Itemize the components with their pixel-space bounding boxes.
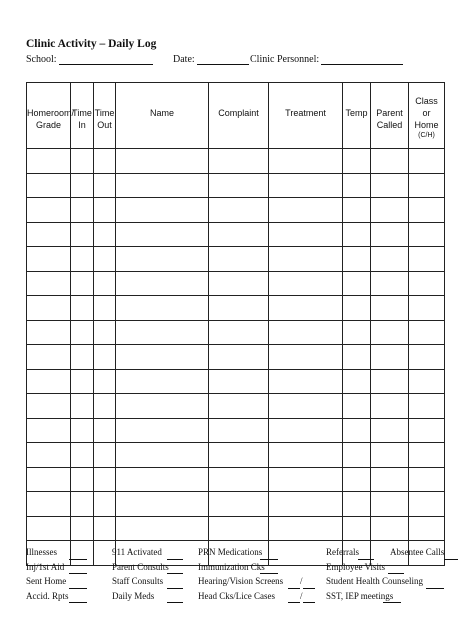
tally-blank[interactable] bbox=[303, 593, 315, 603]
tally-blank[interactable] bbox=[69, 593, 87, 603]
legend-item bbox=[198, 560, 315, 575]
table-cell[interactable] bbox=[343, 467, 371, 492]
table-row bbox=[27, 296, 445, 321]
legend-label: Referrals bbox=[326, 547, 359, 557]
tally-blank[interactable] bbox=[69, 564, 87, 574]
column-header-line: Homeroom/ bbox=[27, 108, 75, 118]
table-cell[interactable] bbox=[343, 369, 371, 394]
table-cell[interactable] bbox=[409, 467, 445, 492]
table-cell[interactable] bbox=[116, 222, 209, 247]
table-cell[interactable] bbox=[116, 173, 209, 198]
table-cell[interactable] bbox=[409, 296, 445, 321]
table-cell[interactable] bbox=[94, 247, 116, 272]
table-cell[interactable] bbox=[269, 198, 343, 223]
table-cell[interactable] bbox=[27, 247, 71, 272]
tally-blank[interactable] bbox=[444, 550, 458, 560]
table-cell[interactable] bbox=[27, 369, 71, 394]
table-cell[interactable] bbox=[409, 418, 445, 443]
legend-col-3 bbox=[198, 545, 315, 603]
legend-item bbox=[112, 560, 183, 575]
table-cell[interactable] bbox=[71, 369, 94, 394]
table-cell[interactable] bbox=[269, 296, 343, 321]
table-cell[interactable] bbox=[209, 418, 269, 443]
tally-blank[interactable] bbox=[167, 593, 183, 603]
legend-label: Hearing/Vision Screens bbox=[198, 576, 284, 586]
tally-blank[interactable] bbox=[288, 593, 300, 603]
table-cell[interactable] bbox=[71, 173, 94, 198]
column-header-line: Time bbox=[72, 108, 92, 118]
date-field-group bbox=[173, 54, 249, 65]
legend-item bbox=[26, 574, 87, 589]
column-header bbox=[209, 83, 269, 149]
slash-separator: / bbox=[300, 590, 303, 601]
table-cell[interactable] bbox=[94, 467, 116, 492]
legend-item bbox=[112, 545, 183, 560]
column-header-line: Home bbox=[414, 120, 439, 130]
table-cell[interactable] bbox=[409, 271, 445, 296]
table-cell[interactable] bbox=[409, 443, 445, 468]
legend-label: PRN Medications bbox=[198, 547, 263, 557]
table-cell[interactable] bbox=[71, 247, 94, 272]
column-header-line: Complaint bbox=[218, 108, 259, 118]
table-cell[interactable] bbox=[343, 296, 371, 321]
table-cell[interactable] bbox=[27, 296, 71, 321]
table-cell[interactable] bbox=[371, 443, 409, 468]
legend-item bbox=[112, 574, 183, 589]
table-cell[interactable] bbox=[409, 247, 445, 272]
table-cell[interactable] bbox=[371, 418, 409, 443]
table-cell[interactable] bbox=[343, 320, 371, 345]
table-row bbox=[27, 467, 445, 492]
tally-blank[interactable] bbox=[167, 550, 183, 560]
legend-label: Illnesses bbox=[26, 547, 57, 557]
table-cell[interactable] bbox=[371, 320, 409, 345]
tally-blank[interactable] bbox=[260, 564, 278, 574]
table-cell[interactable] bbox=[209, 492, 269, 517]
column-header-line: Called bbox=[376, 120, 403, 130]
table-cell[interactable] bbox=[371, 345, 409, 370]
table-cell[interactable] bbox=[94, 443, 116, 468]
tally-blank[interactable] bbox=[167, 579, 183, 589]
table-cell[interactable] bbox=[27, 271, 71, 296]
table-cell[interactable] bbox=[27, 222, 71, 247]
table-cell[interactable] bbox=[116, 247, 209, 272]
table-cell[interactable] bbox=[116, 492, 209, 517]
table-cell[interactable] bbox=[27, 149, 71, 174]
column-header-line: Time bbox=[94, 108, 115, 118]
column-header bbox=[409, 83, 445, 149]
table-row bbox=[27, 320, 445, 345]
legend-label: SST, IEP meetings bbox=[326, 590, 394, 601]
legend-label: Daily Meds bbox=[112, 590, 155, 601]
table-cell[interactable] bbox=[371, 222, 409, 247]
legend-item bbox=[326, 560, 458, 575]
table-cell[interactable] bbox=[71, 492, 94, 517]
table-cell[interactable] bbox=[94, 149, 116, 174]
table-cell[interactable] bbox=[71, 467, 94, 492]
table-row bbox=[27, 198, 445, 223]
personnel-field-group bbox=[250, 54, 403, 65]
table-cell[interactable] bbox=[371, 247, 409, 272]
table-cell[interactable] bbox=[71, 271, 94, 296]
table-cell[interactable] bbox=[343, 418, 371, 443]
table-cell[interactable] bbox=[371, 369, 409, 394]
table-cell[interactable] bbox=[209, 394, 269, 419]
table-cell[interactable] bbox=[71, 418, 94, 443]
table-cell[interactable] bbox=[94, 418, 116, 443]
table-cell[interactable] bbox=[27, 320, 71, 345]
table-cell[interactable] bbox=[269, 467, 343, 492]
table-cell[interactable] bbox=[116, 320, 209, 345]
table-cell[interactable] bbox=[27, 198, 71, 223]
table-cell[interactable] bbox=[409, 173, 445, 198]
table-cell[interactable] bbox=[94, 516, 116, 541]
table-cell[interactable] bbox=[209, 296, 269, 321]
table-cell[interactable] bbox=[71, 394, 94, 419]
table-cell[interactable] bbox=[94, 173, 116, 198]
slash-separator: / bbox=[300, 576, 303, 586]
table-cell[interactable] bbox=[27, 492, 71, 517]
table-cell[interactable] bbox=[269, 418, 343, 443]
table-cell[interactable] bbox=[269, 492, 343, 517]
column-header-line: In bbox=[78, 120, 86, 130]
table-cell[interactable] bbox=[409, 492, 445, 517]
date-label: Date: bbox=[173, 54, 195, 65]
column-header bbox=[71, 83, 94, 149]
legend-col-1 bbox=[26, 545, 87, 603]
column-header bbox=[94, 83, 116, 149]
legend-label: Inj/1st Aid bbox=[26, 561, 65, 572]
table-cell[interactable] bbox=[409, 222, 445, 247]
table-cell[interactable] bbox=[209, 149, 269, 174]
column-header-line: Parent bbox=[376, 108, 403, 118]
school-blank-line[interactable] bbox=[59, 55, 153, 65]
legend-item bbox=[26, 589, 87, 604]
table-cell[interactable] bbox=[116, 443, 209, 468]
table-cell[interactable] bbox=[343, 271, 371, 296]
table-cell[interactable] bbox=[371, 149, 409, 174]
table-cell[interactable] bbox=[343, 222, 371, 247]
legend-label: Student Health Counseling bbox=[326, 576, 423, 586]
legend-label: 911 Activated bbox=[112, 547, 162, 557]
column-header-line: Name bbox=[149, 108, 174, 118]
table-cell[interactable] bbox=[343, 198, 371, 223]
tally-blank[interactable] bbox=[288, 579, 300, 589]
table-cell[interactable] bbox=[116, 149, 209, 174]
column-header bbox=[27, 83, 75, 149]
date-blank-line[interactable] bbox=[197, 55, 249, 65]
column-header-line: Out bbox=[97, 120, 112, 130]
table-cell[interactable] bbox=[409, 149, 445, 174]
table-cell[interactable] bbox=[27, 394, 71, 419]
table-cell[interactable] bbox=[94, 369, 116, 394]
school-label: School: bbox=[26, 54, 57, 65]
table-cell[interactable] bbox=[27, 467, 71, 492]
table-cell[interactable] bbox=[71, 198, 94, 223]
table-cell[interactable] bbox=[409, 198, 445, 223]
table-cell[interactable] bbox=[71, 296, 94, 321]
table-cell[interactable] bbox=[409, 369, 445, 394]
table-cell[interactable] bbox=[269, 345, 343, 370]
table-cell[interactable] bbox=[343, 149, 371, 174]
column-header bbox=[371, 83, 409, 149]
table-cell[interactable] bbox=[343, 173, 371, 198]
table-cell[interactable] bbox=[94, 492, 116, 517]
legend-item bbox=[26, 545, 87, 560]
table-body bbox=[27, 149, 445, 566]
legend-item bbox=[198, 589, 315, 604]
form-title: Clinic Activity – Daily Log bbox=[26, 38, 157, 50]
table-cell[interactable] bbox=[343, 247, 371, 272]
table-cell[interactable] bbox=[209, 271, 269, 296]
table-cell[interactable] bbox=[269, 516, 343, 541]
table-cell[interactable] bbox=[71, 516, 94, 541]
table-cell[interactable] bbox=[269, 149, 343, 174]
table-row bbox=[27, 516, 445, 541]
table-cell[interactable] bbox=[116, 418, 209, 443]
table-cell[interactable] bbox=[371, 296, 409, 321]
personnel-blank-line[interactable] bbox=[321, 55, 403, 65]
legend-item bbox=[112, 589, 183, 604]
legend-item bbox=[26, 560, 87, 575]
table-cell[interactable] bbox=[371, 198, 409, 223]
table-cell[interactable] bbox=[269, 369, 343, 394]
table-cell[interactable] bbox=[27, 516, 71, 541]
legend-item bbox=[198, 545, 315, 560]
table-cell[interactable] bbox=[269, 320, 343, 345]
daily-log-table bbox=[26, 82, 445, 566]
personnel-label: Clinic Personnel: bbox=[250, 54, 320, 65]
table-cell[interactable] bbox=[94, 394, 116, 419]
legend-label: Immunization Cks bbox=[198, 561, 265, 572]
legend-item bbox=[198, 574, 315, 589]
table-row bbox=[27, 149, 445, 174]
table-cell[interactable] bbox=[371, 516, 409, 541]
table-cell[interactable] bbox=[269, 271, 343, 296]
tally-blank[interactable] bbox=[426, 579, 444, 589]
table-cell[interactable] bbox=[94, 271, 116, 296]
table-cell[interactable] bbox=[269, 173, 343, 198]
table-cell[interactable] bbox=[71, 149, 94, 174]
tally-blank[interactable] bbox=[303, 579, 315, 589]
absentee-label: Absentee Calls bbox=[390, 547, 445, 557]
school-field-group bbox=[26, 54, 153, 65]
table-cell[interactable] bbox=[116, 271, 209, 296]
table-cell[interactable] bbox=[269, 247, 343, 272]
table-cell[interactable] bbox=[116, 516, 209, 541]
table-cell[interactable] bbox=[27, 418, 71, 443]
table-cell[interactable] bbox=[116, 198, 209, 223]
legend-item bbox=[326, 574, 458, 589]
table-row bbox=[27, 443, 445, 468]
legend-label: Employee Visits bbox=[326, 561, 386, 572]
table-cell[interactable] bbox=[409, 320, 445, 345]
legend-label: Sent Home bbox=[26, 576, 67, 586]
tally-blank[interactable] bbox=[388, 564, 404, 574]
table-row bbox=[27, 173, 445, 198]
table-cell[interactable] bbox=[409, 394, 445, 419]
table-cell[interactable] bbox=[71, 222, 94, 247]
table-cell[interactable] bbox=[94, 222, 116, 247]
table-cell[interactable] bbox=[343, 492, 371, 517]
table-cell[interactable] bbox=[371, 173, 409, 198]
table-cell[interactable] bbox=[209, 320, 269, 345]
column-header bbox=[116, 83, 209, 149]
table-cell[interactable] bbox=[209, 516, 269, 541]
table-cell[interactable] bbox=[27, 173, 71, 198]
table-cell[interactable] bbox=[27, 443, 71, 468]
table-cell[interactable] bbox=[209, 369, 269, 394]
table-cell[interactable] bbox=[116, 394, 209, 419]
table-cell[interactable] bbox=[209, 443, 269, 468]
table-cell[interactable] bbox=[209, 173, 269, 198]
table-cell[interactable] bbox=[71, 345, 94, 370]
legend-label: Staff Consults bbox=[112, 576, 164, 586]
table-row bbox=[27, 418, 445, 443]
column-header-line: Class bbox=[415, 96, 438, 106]
legend-col-2 bbox=[112, 545, 183, 603]
table-cell[interactable] bbox=[209, 467, 269, 492]
legend-label: Head Cks/Lice Cases bbox=[198, 590, 275, 601]
column-header-line: Treatment bbox=[285, 108, 326, 118]
table-cell[interactable] bbox=[116, 369, 209, 394]
tally-blank[interactable] bbox=[69, 550, 87, 560]
table-cell[interactable] bbox=[269, 443, 343, 468]
table-cell[interactable] bbox=[371, 492, 409, 517]
table-row bbox=[27, 394, 445, 419]
table-cell[interactable] bbox=[371, 394, 409, 419]
column-header-line: or bbox=[422, 108, 431, 118]
table-cell[interactable] bbox=[343, 516, 371, 541]
tally-blank[interactable] bbox=[358, 550, 374, 560]
table-cell[interactable] bbox=[209, 345, 269, 370]
table-cell[interactable] bbox=[71, 443, 94, 468]
table-cell[interactable] bbox=[94, 198, 116, 223]
table-cell[interactable] bbox=[209, 247, 269, 272]
table-row bbox=[27, 222, 445, 247]
table-cell[interactable] bbox=[371, 271, 409, 296]
tally-blank[interactable] bbox=[69, 579, 87, 589]
table-row bbox=[27, 271, 445, 296]
legend-col-4 bbox=[326, 545, 458, 603]
column-header-line: Temp bbox=[345, 108, 368, 118]
table-cell[interactable] bbox=[116, 467, 209, 492]
tally-blank[interactable] bbox=[167, 564, 183, 574]
table-cell[interactable] bbox=[371, 467, 409, 492]
table-row bbox=[27, 345, 445, 370]
table-cell[interactable] bbox=[409, 516, 445, 541]
table-cell[interactable] bbox=[269, 394, 343, 419]
table-cell[interactable] bbox=[343, 443, 371, 468]
tally-blank[interactable] bbox=[260, 550, 278, 560]
table-cell[interactable] bbox=[409, 345, 445, 370]
table-cell[interactable] bbox=[209, 222, 269, 247]
table-cell[interactable] bbox=[269, 222, 343, 247]
table-cell[interactable] bbox=[27, 345, 71, 370]
table-header-row bbox=[27, 83, 445, 149]
table-cell[interactable] bbox=[343, 394, 371, 419]
legend-item bbox=[326, 589, 458, 604]
table-cell[interactable] bbox=[116, 296, 209, 321]
column-header-line: (C/H) bbox=[418, 132, 435, 139]
table-cell[interactable] bbox=[71, 320, 94, 345]
column-header bbox=[343, 83, 371, 149]
table-cell[interactable] bbox=[116, 345, 209, 370]
column-header bbox=[269, 83, 343, 149]
table-row bbox=[27, 369, 445, 394]
table-cell[interactable] bbox=[94, 345, 116, 370]
table-cell[interactable] bbox=[94, 320, 116, 345]
legend-label: Accid. Rpts bbox=[26, 590, 69, 601]
table-cell[interactable] bbox=[209, 198, 269, 223]
table-cell[interactable] bbox=[94, 296, 116, 321]
table-row bbox=[27, 247, 445, 272]
legend-item bbox=[326, 545, 458, 560]
table-row bbox=[27, 492, 445, 517]
column-header-line: Grade bbox=[35, 120, 61, 130]
tally-blank[interactable] bbox=[383, 593, 401, 603]
table-cell[interactable] bbox=[343, 345, 371, 370]
legend-label: Parent Consults bbox=[112, 561, 169, 572]
